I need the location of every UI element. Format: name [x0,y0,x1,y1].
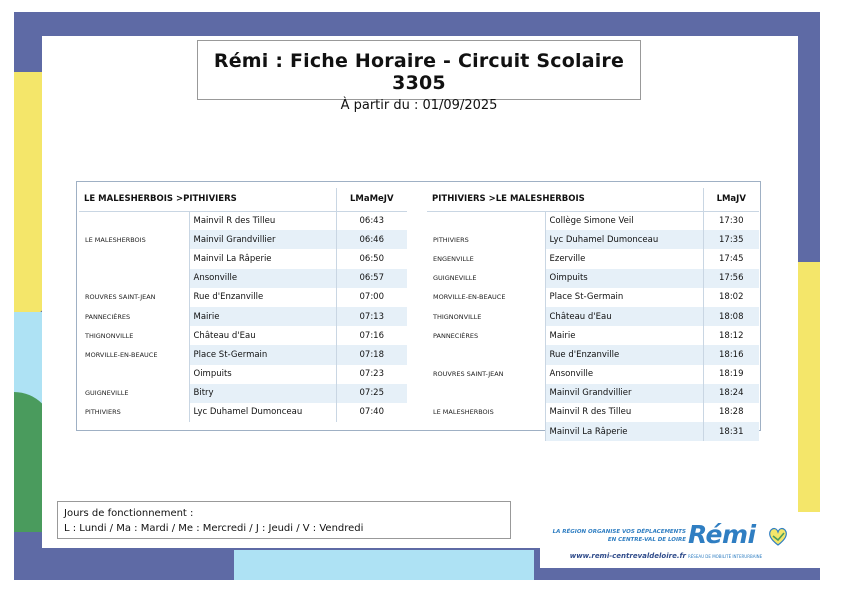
return-row [427,230,759,249]
outbound-row [79,403,407,422]
decorative-lightblue-band-bottom [234,550,534,580]
return-commune: THIGNONVILLE [433,312,482,321]
footer-tagline-2: EN CENTRE-VAL DE LOIRE [607,537,686,543]
outbound-time: 06:46 [336,230,407,249]
return-stop: Ansonville [545,365,703,384]
title-box [197,40,641,113]
return-stop: Mairie [545,326,703,345]
return-row [427,326,759,345]
return-commune [427,384,545,403]
return-row [427,422,759,441]
outbound-row [79,211,407,230]
return-commune: PANNECIÈRES [433,331,479,340]
outbound-row [79,307,407,326]
return-time: 18:12 [703,326,759,345]
outbound-stop: Rue d'Enzanville [189,288,336,307]
return-time: 18:24 [703,384,759,403]
effective-date: À partir du : 01/09/2025 [340,98,498,113]
outbound-rows [79,211,407,422]
return-row [427,269,759,288]
outbound-commune: GUIGNEVILLE [85,389,129,398]
return-time: 17:35 [703,230,759,249]
return-commune: MORVILLE-EN-BEAUCE [433,293,506,302]
outbound-row [79,230,407,249]
outbound-stop: Oimpuits [189,365,336,384]
outbound-stop: Mainvil R des Tilleu [189,211,336,230]
return-commune [427,211,545,230]
return-row [427,288,759,307]
outbound-direction: LE MALESHERBOIS >PITHIVIERS [79,188,336,211]
outbound-stop: Mairie [189,307,336,326]
outbound-stop: Bitry [189,384,336,403]
outbound-time: 07:13 [336,307,407,326]
outbound-row [79,384,407,403]
return-stop: Ezerville [545,249,703,268]
return-direction: PITHIVIERS >LE MALESHERBOIS [427,188,703,211]
return-time: 18:02 [703,288,759,307]
outbound-stop: Place St-Germain [189,345,336,364]
return-time: 18:28 [703,403,759,422]
return-stop: Mainvil La Râperie [545,422,703,441]
outbound-timetable [79,188,407,422]
return-stop: Place St-Germain [545,288,703,307]
return-stop: Château d'Eau [545,307,703,326]
return-row [427,249,759,268]
return-stop: Collège Simone Veil [545,211,703,230]
outbound-row [79,365,407,384]
return-stop: Lyc Duhamel Dumonceau [545,230,703,249]
outbound-time: 06:57 [336,269,407,288]
return-row [427,403,759,422]
return-row [427,365,759,384]
outbound-commune: MORVILLE-EN-BEAUCE [85,350,158,359]
outbound-commune: PITHIVIERS [85,408,121,417]
outbound-days-header: LMaMeJV [336,188,407,211]
outbound-time: 07:18 [336,345,407,364]
outbound-commune: PANNECIÈRES [85,312,131,321]
return-timetable [427,188,759,441]
outbound-row [79,345,407,364]
outbound-commune [79,249,189,268]
operating-days-legend [57,501,511,539]
return-time: 18:08 [703,307,759,326]
outbound-row [79,269,407,288]
outbound-commune [79,269,189,288]
outbound-row [79,326,407,345]
return-time: 18:16 [703,345,759,364]
outbound-stop: Château d'Eau [189,326,336,345]
return-time: 18:19 [703,365,759,384]
return-days-header: LMaJV [703,188,759,211]
remi-logo-word: Rémi [688,520,756,549]
remi-footer-logo [540,512,820,568]
region-badge-icon [766,524,790,548]
return-time: 17:30 [703,211,759,230]
return-row [427,211,759,230]
return-commune [427,345,545,364]
return-commune: ENGENVILLE [433,254,474,263]
outbound-time: 06:50 [336,249,407,268]
outbound-time: 07:16 [336,326,407,345]
return-stop: Mainvil R des Tilleu [545,403,703,422]
page-title: Rémi : Fiche Horaire - Circuit Scolaire 3305 [213,50,625,94]
return-stop: Mainvil Grandvillier [545,384,703,403]
footer-tagline-1: LA RÉGION ORGANISE VOS DÉPLACEMENTS [552,529,686,535]
outbound-stop: Mainvil La Râperie [189,249,336,268]
return-stop: Oimpuits [545,269,703,288]
return-row [427,307,759,326]
return-rows [427,211,759,441]
outbound-time: 07:00 [336,288,407,307]
return-commune: ROUVRES SAINT-JEAN [433,370,504,379]
return-commune: LE MALESHERBOIS [433,408,494,417]
footer-url: www.remi-centrevaldeloire.fr [569,552,686,560]
outbound-time: 07:23 [336,365,407,384]
return-commune: GUIGNEVILLE [433,274,477,283]
outbound-time: 07:25 [336,384,407,403]
outbound-stop: Mainvil Grandvillier [189,230,336,249]
outbound-commune [79,365,189,384]
outbound-stop: Lyc Duhamel Dumonceau [189,403,336,422]
return-commune [427,422,545,441]
outbound-row [79,249,407,268]
outbound-time: 06:43 [336,211,407,230]
outbound-commune: LE MALESHERBOIS [85,235,146,244]
outbound-time: 07:40 [336,403,407,422]
return-time: 17:45 [703,249,759,268]
timetable [76,181,761,437]
outbound-commune: ROUVRES SAINT-JEAN [85,293,156,302]
outbound-commune: THIGNONVILLE [85,331,134,340]
return-commune: PITHIVIERS [433,235,469,244]
return-stop: Rue d'Enzanville [545,345,703,364]
return-time: 17:56 [703,269,759,288]
outbound-stop: Ansonville [189,269,336,288]
remi-logo-subtitle: RÉSEAU DE MOBILITÉ INTERURBAINE [688,554,763,559]
return-row [427,345,759,364]
outbound-commune [79,211,189,230]
return-row [427,384,759,403]
return-time: 18:31 [703,422,759,441]
footer-tagline [546,528,686,544]
legend-text: L : Lundi / Ma : Mardi / Me : Mercredi / J : Jeudi / V : Vendredi [64,523,364,534]
outbound-row [79,288,407,307]
legend-title: Jours de fonctionnement : [64,508,194,519]
